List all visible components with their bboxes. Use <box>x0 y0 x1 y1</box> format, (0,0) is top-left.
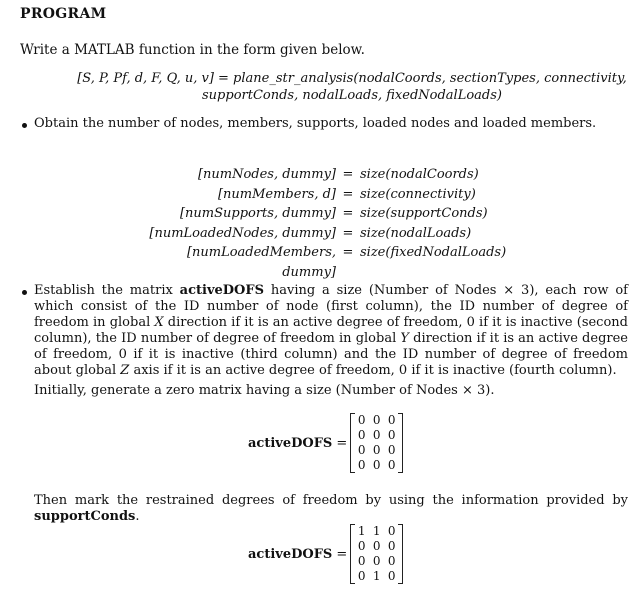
text-run: axis if it is an active degree of freedom, 0 if it is inactive (fourth column). <box>129 363 617 378</box>
equation-rhs: size(nodalLoads) <box>360 225 472 241</box>
matrix-cell: 0 <box>357 458 366 472</box>
matrix-cell: 0 <box>372 554 381 568</box>
matrix-equals: = <box>336 435 348 451</box>
equation-equals: = <box>342 245 354 260</box>
equation-equals: = <box>342 167 354 182</box>
matrix-cell: 1 <box>357 524 366 538</box>
text-run: Then mark the restrained degrees of freedom by using the information provided by <box>34 493 628 508</box>
equation-lhs: [numSupports, dummy] <box>179 206 336 221</box>
matrix-zero-block <box>248 413 402 473</box>
equation-rhs: size(supportConds) <box>360 206 488 221</box>
bold-term-activedofs: activeDOFS <box>179 283 264 298</box>
matrix-cell: 0 <box>387 569 396 583</box>
signature-line-2: supportConds, nodalLoads, fixedNodalLoads) <box>202 88 502 103</box>
axis-z: Z <box>120 363 130 378</box>
matrix-label: activeDOFS <box>248 435 333 451</box>
size-equations <box>140 165 560 282</box>
matrix-cell: 0 <box>357 413 366 427</box>
matrix-cell: 0 <box>387 428 396 442</box>
matrix-cell: 0 <box>387 524 396 538</box>
initially-text: Initially, generate a zero matrix having a size (Number of Nodes × 3). <box>34 383 495 398</box>
text-run: Establish the matrix <box>34 283 180 298</box>
matrix-cell: 0 <box>372 458 381 472</box>
section-heading: PROGRAM <box>20 6 107 22</box>
matrix-cell: 0 <box>372 413 381 427</box>
text-run: having a size (Number of Nodes × 3), each row of which consist of the ID number of node (first column), the ID number of degree of freedom in global <box>34 283 628 330</box>
signature-line-1: [S, P, Pf, d, F, Q, u, v] = plane_str_analysis(nodalCoords, sectionTypes, connectivity, <box>77 71 627 86</box>
matrix-cell: 0 <box>372 443 381 457</box>
matrix-support <box>351 524 402 584</box>
matrix-support-block <box>248 524 402 584</box>
matrix-cell: 0 <box>357 554 366 568</box>
matrix-cell: 0 <box>357 539 366 553</box>
matrix-cell: 0 <box>372 539 381 553</box>
matrix-cell: 0 <box>357 569 366 583</box>
equation-rhs: size(connectivity) <box>360 186 476 202</box>
bullet-item-activedofs <box>34 283 628 379</box>
matrix-cell: 1 <box>372 524 381 538</box>
bullet-item-counts: Obtain the number of nodes, members, supports, loaded nodes and loaded members. <box>34 116 597 131</box>
axis-y: Y <box>400 331 409 346</box>
matrix-cell: 0 <box>387 554 396 568</box>
equation-equals: = <box>342 225 354 241</box>
matrix-cell: 0 <box>357 428 366 442</box>
equation-lhs: [numLoadedNodes, dummy] <box>149 225 336 241</box>
matrix-cell: 0 <box>372 428 381 442</box>
matrix-label: activeDOFS <box>248 546 333 562</box>
matrix-cell: 0 <box>387 443 396 457</box>
matrix-cell: 1 <box>372 569 381 583</box>
matrix-cell: 0 <box>387 458 396 472</box>
matrix-zero <box>351 413 402 473</box>
text-run: direction if it is an active degree of freedom, 0 if it is inactive (third column) and the ID number of degree of freedom about global <box>34 331 628 378</box>
bullet-marker <box>22 290 27 295</box>
equation-rhs: size(nodalCoords) <box>360 167 479 182</box>
matrix-cell: 0 <box>387 539 396 553</box>
intro-text: Write a MATLAB function in the form given below. <box>20 42 365 58</box>
axis-x: X <box>154 315 164 330</box>
equation-lhs: [numLoadedMembers, dummy] <box>186 245 336 280</box>
bold-term-supportconds: supportConds <box>34 509 136 524</box>
matrix-equals: = <box>336 546 348 562</box>
equation-equals: = <box>342 206 354 221</box>
equation-equals: = <box>342 186 354 202</box>
matrix-cell: 0 <box>387 413 396 427</box>
equation-rhs: size(fixedNodalLoads) <box>360 245 507 260</box>
equation-lhs: [numMembers, d] <box>217 186 336 202</box>
then-text <box>34 493 628 525</box>
text-run: direction if it is an active degree of freedom, 0 if it is inactive (second column), the ID number of degree of freedom in global <box>34 315 628 346</box>
equation-lhs: [numNodes, dummy] <box>197 167 336 182</box>
text-run: . <box>135 509 140 524</box>
matrix-cell: 0 <box>357 443 366 457</box>
bullet-marker <box>22 123 27 128</box>
function-signature <box>60 70 644 104</box>
